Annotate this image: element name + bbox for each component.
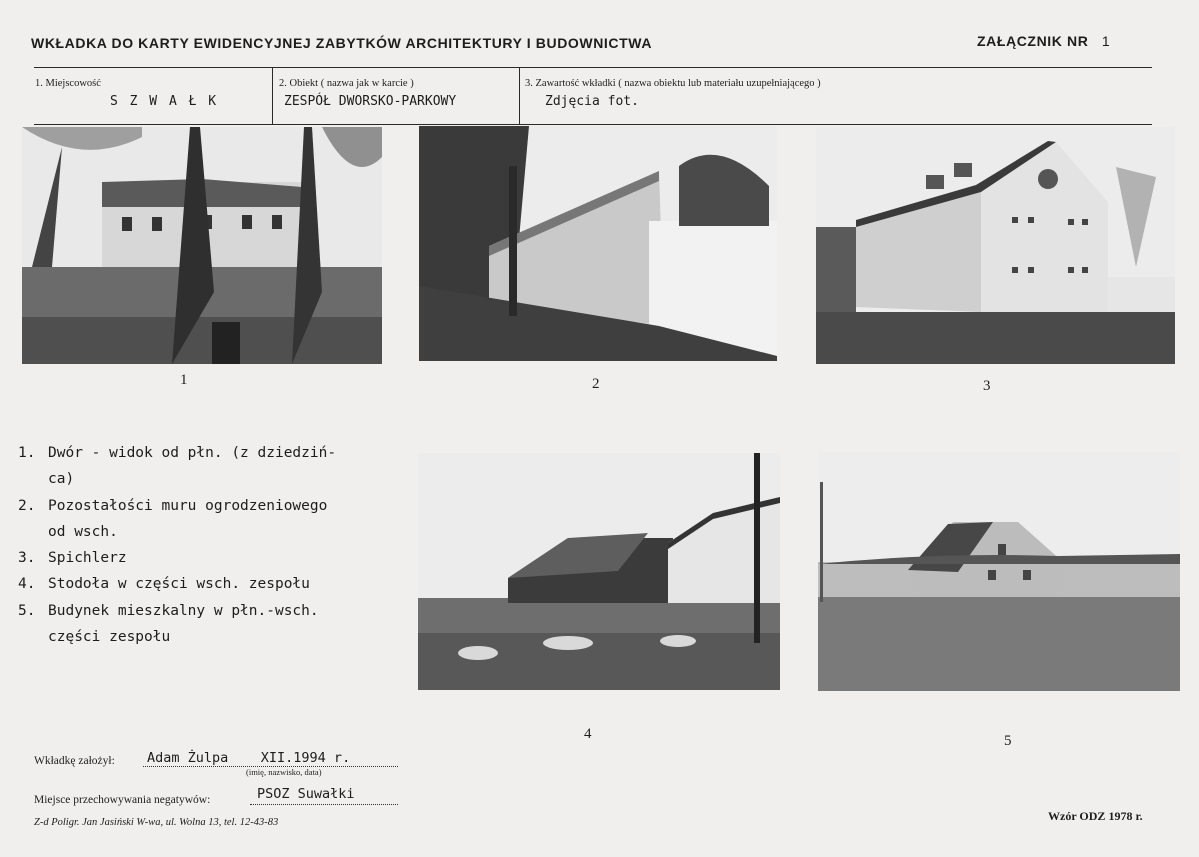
photo-number-5: 5 xyxy=(1004,733,1012,749)
contents-label: 3. Zawartość wkładki ( nazwa obiektu lub materiału uzupełniającego ) xyxy=(525,78,821,89)
storage-dotted-line xyxy=(250,804,398,805)
caption-item xyxy=(18,598,388,651)
caption-number: 2. xyxy=(18,497,36,514)
locality-label: 1. Miejscowość xyxy=(35,78,101,89)
caption-line: Spichlerz xyxy=(48,550,127,567)
object-label: 2. Obiekt ( nazwa jak w karcie ) xyxy=(279,78,414,89)
caption-line: od wsch. xyxy=(48,523,118,540)
photo-number-3: 3 xyxy=(983,378,991,394)
author-value: Adam Żulpa XII.1994 r. xyxy=(147,750,351,766)
header-top-rule xyxy=(34,67,1152,68)
caption-line: Dwór - widok od płn. (z dziedziń- xyxy=(48,445,337,461)
object-value: ZESPÓŁ DWORSKO-PARKOWY xyxy=(284,94,457,109)
photo-number-1: 1 xyxy=(180,372,188,388)
dwelling-house-photo xyxy=(818,452,1180,691)
form-model: Wzór ODZ 1978 r. xyxy=(1048,809,1143,823)
printer-imprint: Z-d Poligr. Jan Jasiński W-wa, ul. Wolna 13, tel. 12-43-83 xyxy=(34,817,279,828)
caption-item xyxy=(18,571,388,597)
caption-line: Pozostałości muru ogrodzeniowego xyxy=(48,497,328,514)
caption-number: 5. xyxy=(18,602,36,619)
caption-number: 1. xyxy=(18,445,36,461)
header-bottom-rule xyxy=(34,124,1152,125)
annex-number: 1 xyxy=(1101,33,1111,49)
field-divider xyxy=(272,68,273,124)
storage-label: Miejsce przechowywania negatywów: xyxy=(34,794,211,806)
caption-number: 3. xyxy=(18,550,36,567)
barn-photo xyxy=(418,453,780,690)
caption-number: 4. xyxy=(18,576,36,593)
document-title: WKŁADKA DO KARTY EWIDENCYJNEJ ZABYTKÓW ARCHITEKTURY I BUDOWNICTWA xyxy=(31,35,653,51)
caption-line: Budynek mieszkalny w płn.-wsch. xyxy=(48,602,319,619)
photo-number-2: 2 xyxy=(592,376,600,392)
manor-house-photo xyxy=(22,127,382,364)
wall-remains-photo xyxy=(419,126,777,361)
caption-item xyxy=(18,545,388,571)
storage-value: PSOZ Suwałki xyxy=(257,786,355,802)
locality-value: S Z W A Ł K xyxy=(110,94,219,109)
field-divider xyxy=(519,68,520,124)
contents-value: Zdjęcia fot. xyxy=(545,94,639,109)
caption-line: ca) xyxy=(48,471,75,488)
caption-item xyxy=(18,440,388,493)
annex-label xyxy=(977,33,1110,49)
caption-line: Stodoła w części wsch. zespołu xyxy=(48,576,310,593)
author-hint: (imię, nazwisko, data) xyxy=(246,767,322,777)
photo-number-4: 4 xyxy=(584,726,592,742)
caption-line: części zespołu xyxy=(48,629,171,646)
caption-item xyxy=(18,493,388,546)
photo-captions xyxy=(18,440,388,650)
annex-text: ZAŁĄCZNIK NR xyxy=(977,33,1089,49)
author-label: Wkładkę założył: xyxy=(34,755,115,767)
granary-photo xyxy=(816,127,1175,364)
